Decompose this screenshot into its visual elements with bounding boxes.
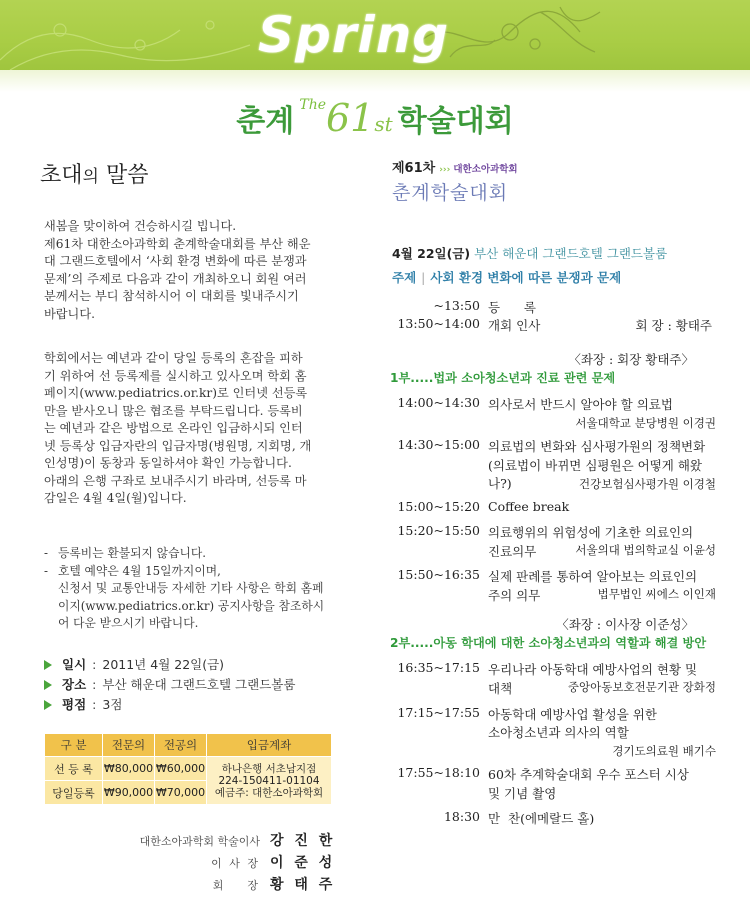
opening-schedule — [392, 298, 722, 334]
program-date — [392, 244, 667, 262]
signature-row — [120, 874, 340, 896]
text-line: 대 그랜드호텔에서 ‘사회 환경 변화에 따른 분쟁과 — [44, 254, 307, 268]
info-label: 장소 — [62, 677, 87, 692]
schedule-title: 의료법의 변화와 심사평가원의 정책변화 — [488, 439, 706, 454]
venue-text: 부산 해운대 그랜드호텔 그랜드볼룸 — [474, 246, 668, 261]
schedule-title: 개회 인사 — [488, 318, 541, 333]
text-line: 감일은 4월 4일(월)입니다. — [44, 491, 187, 505]
note-item — [44, 545, 344, 563]
schedule-title: Coffee break — [488, 499, 570, 514]
schedule-host: 회 장 : 황태주 — [635, 318, 712, 333]
triangle-bullet-icon — [44, 660, 52, 670]
info-value: 2011년 4월 22일(금) — [102, 657, 225, 672]
text-line: 제61차 대한소아과학회 춘계학술대회를 부산 해운 — [44, 236, 311, 251]
info-row-date: 일시 : 2011년 4월 22일(금) — [44, 655, 295, 675]
text-line: 바랍니다. — [44, 306, 95, 321]
schedule-time: 15:00~15:20 — [397, 499, 480, 514]
invitation-paragraph-2 — [44, 350, 334, 508]
schedule-item — [392, 705, 722, 765]
schedule-title: 등 록 — [488, 300, 536, 315]
schedule-title: 의사로서 반드시 알아야 할 의료법 — [488, 397, 673, 412]
title-left: 춘계 — [236, 104, 295, 139]
theme-label: 주제 — [392, 270, 417, 285]
header-cell: 전문의 — [103, 734, 155, 757]
schedule-time: 16:35~17:15 — [397, 660, 480, 675]
logo-subtitle: 춘계학술대회 — [392, 182, 509, 204]
session-chair: 〈좌장 : 이사장 이준성〉 — [556, 617, 694, 632]
note-item — [44, 563, 344, 633]
fee-table-header — [45, 734, 332, 757]
invitation-paragraph-1 — [44, 218, 334, 323]
session-1-schedule — [392, 395, 722, 611]
date-text: 4월 22일(금) — [392, 246, 471, 261]
cell-specialist: ₩80,000 — [103, 757, 155, 781]
schedule-title: 실제 판례를 통하여 알아보는 의료인의 — [488, 569, 698, 584]
schedule-speaker: 법무법인 씨에스 이인재 — [597, 587, 716, 601]
account-cell — [207, 757, 332, 805]
session-chair: 〈좌장 : 회장 황태주〉 — [568, 352, 694, 367]
theme-text: 사회 환경 변화에 따른 분쟁과 문제 — [430, 270, 622, 285]
note-dash: - — [44, 563, 48, 578]
logo-dots: ››› — [439, 165, 451, 175]
schedule-time: 17:15~17:55 — [397, 705, 480, 720]
schedule-item — [392, 499, 722, 523]
title-suffix: st — [374, 112, 393, 136]
schedule-time: 18:30 — [443, 809, 480, 824]
session-2-schedule — [392, 660, 722, 831]
title-the: The — [299, 97, 326, 113]
schedule-title: 우리나라 아동학대 예방사업의 현황 및 — [488, 662, 698, 677]
program-theme: 주제 | 사회 환경 변화에 따른 분쟁과 문제 — [392, 270, 622, 285]
account-line: 예금주: 대한소아과학회 — [214, 786, 324, 799]
signature-role: 회 장 — [212, 879, 260, 892]
info-row-venue: 장소 : 부산 해운대 그랜드호텔 그랜드볼룸 — [44, 675, 295, 695]
schedule-time: 14:00~14:30 — [397, 395, 480, 410]
schedule-title: 60차 추계학술대회 우수 포스터 시상 — [488, 767, 689, 782]
text-line: 학회에서는 예년과 같이 당일 등록의 혼잡을 피하 — [44, 351, 303, 365]
text-line: 새봄을 맞이하여 건승하시길 빕니다. — [44, 219, 237, 233]
note-line: 등록비는 환불되지 않습니다. — [58, 546, 206, 560]
note-line: 어 다운 받으시기 바랍니다. — [58, 616, 199, 630]
signature-row — [120, 852, 340, 874]
schedule-title: 및 기념 촬영 — [488, 786, 557, 801]
text-line: 넷 등록상 입금자란의 입금자명(병원명, 지회명, 개 — [44, 438, 312, 453]
session-2-title: 2부.....아동 학대에 대한 소아청소년과의 역할과 해결 방안 — [390, 636, 707, 650]
schedule-title: 진료의무 — [488, 544, 537, 559]
schedule-time: 15:20~15:50 — [397, 523, 480, 538]
heading-particle: 의 — [82, 167, 99, 187]
schedule-speaker: 경기도의료원 배기수 — [612, 744, 716, 758]
fee-table-row — [45, 757, 332, 781]
triangle-bullet-icon — [44, 700, 52, 710]
text-line: 페이지(www.pediatrics.or.kr)로 인터넷 선등록 — [44, 386, 308, 400]
schedule-row — [392, 298, 722, 316]
info-value: 3점 — [102, 697, 123, 712]
signature-row — [120, 830, 340, 852]
schedule-title: 주의 의무 — [488, 588, 541, 603]
account-line: 224-150411-01104 — [218, 774, 320, 787]
logo-edition: 제61차 — [392, 161, 436, 176]
note-line: 신청서 및 교통안내등 자세한 기타 사항은 학회 홈페 — [58, 581, 324, 595]
schedule-time: 14:30~15:00 — [397, 437, 480, 452]
schedule-title: (의료법이 바뀌면 심평원은 어떻게 해왔나?) — [488, 458, 702, 491]
page-title — [0, 96, 750, 140]
text-line: 만을 받사오니 많은 협조를 부탁드립니다. 등록비 — [44, 403, 303, 418]
header-cell: 입금계좌 — [207, 734, 332, 757]
note-line: 호텔 예약은 4월 15일까지이며, — [58, 563, 221, 578]
banner-fade — [0, 70, 750, 92]
header-cell: 구 분 — [45, 734, 103, 757]
cell-resident: ₩70,000 — [155, 781, 207, 805]
signature-role: 이 사 장 — [211, 857, 260, 870]
title-number: 61 — [326, 96, 375, 140]
schedule-item — [392, 567, 722, 611]
schedule-time: ~13:50 — [433, 298, 480, 313]
info-value: 부산 해운대 그랜드호텔 그랜드볼룸 — [102, 677, 296, 692]
row-type: 당일등록 — [45, 781, 103, 805]
account-line: 하나은행 서초남지점 — [221, 762, 317, 775]
schedule-item — [392, 437, 722, 499]
signature-name: 이 준 성 — [270, 855, 336, 871]
schedule-title: 의료행위의 위험성에 기초한 의료인의 — [488, 525, 694, 540]
title-right: 학술대회 — [397, 104, 514, 139]
info-row-credit: 평점 : 3점 — [44, 695, 295, 715]
schedule-speaker: 중앙아동보호전문기관 장화정 — [567, 680, 716, 694]
row-type: 선 등 록 — [45, 757, 103, 781]
text-line: 아래의 은행 구좌로 보내주시기 바라며, 선등록 마 — [44, 473, 307, 488]
banner-title: Spring — [258, 6, 449, 64]
schedule-speaker: 서울대학교 분당병원 이경권 — [575, 416, 716, 430]
header-cell: 전공의 — [155, 734, 207, 757]
text-line: 문제’의 주제로 다음과 같이 개최하오니 회원 여러 — [44, 271, 307, 286]
notes-list — [44, 545, 344, 633]
schedule-speaker: 서울의대 법의학교실 이윤성 — [575, 543, 716, 557]
schedule-title: 만 찬(에메랄드 홀) — [488, 811, 595, 826]
cell-specialist: ₩90,000 — [103, 781, 155, 805]
schedule-row — [392, 316, 722, 334]
schedule-item — [392, 660, 722, 705]
note-dash: - — [44, 546, 48, 560]
heading-part: 초대 — [40, 163, 83, 188]
leaf-pattern-icon — [0, 0, 260, 70]
text-line: 는 예년과 같은 방법으로 온라인 입금하시되 인터 — [44, 421, 303, 435]
schedule-item — [392, 765, 722, 809]
spring-banner — [0, 0, 750, 70]
heading-part: 말씀 — [105, 163, 149, 188]
text-line: 기 위하여 선 등록제를 실시하고 있사오며 학회 홈 — [44, 368, 307, 383]
signature-name: 강 진 한 — [270, 833, 336, 849]
schedule-time: 17:55~18:10 — [397, 765, 480, 780]
conference-logo — [392, 157, 518, 205]
schedule-item — [392, 809, 722, 831]
text-line: 인성명)이 동창과 동일하셔야 확인 가능합니다. — [44, 456, 292, 470]
invitation-heading — [40, 158, 148, 189]
signature-role: 대한소아과학회 학술이사 — [139, 835, 260, 848]
cell-resident: ₩60,000 — [155, 757, 207, 781]
signature-name: 황 태 주 — [270, 877, 336, 893]
schedule-speaker: 건강보험심사평가원 이경철 — [579, 477, 716, 491]
schedule-time: 15:50~16:35 — [397, 567, 480, 582]
schedule-time: 13:50~14:00 — [397, 316, 480, 331]
schedule-item — [392, 395, 722, 437]
text-line: 분께서는 부디 참석하시어 이 대회를 빛내주시기 — [44, 289, 299, 303]
schedule-title: 대책 — [488, 681, 513, 696]
info-label: 일시 — [62, 657, 87, 672]
fee-table — [44, 733, 332, 805]
triangle-bullet-icon — [44, 680, 52, 690]
schedule-title: 아동학대 예방사업 활성을 위한 — [488, 707, 657, 722]
schedule-title: 소아청소년과 의사의 역할 — [488, 725, 629, 740]
logo-org: 대한소아과학회 — [453, 164, 518, 175]
note-line: 이지(www.pediatrics.or.kr) 공지사항을 참조하시 — [58, 598, 325, 613]
info-label: 평점 — [62, 697, 87, 712]
signatures — [120, 830, 340, 896]
session-1-title: 1부.....법과 소아청소년과 진료 관련 문제 — [390, 371, 616, 385]
schedule-item — [392, 523, 722, 567]
event-info — [44, 655, 295, 715]
